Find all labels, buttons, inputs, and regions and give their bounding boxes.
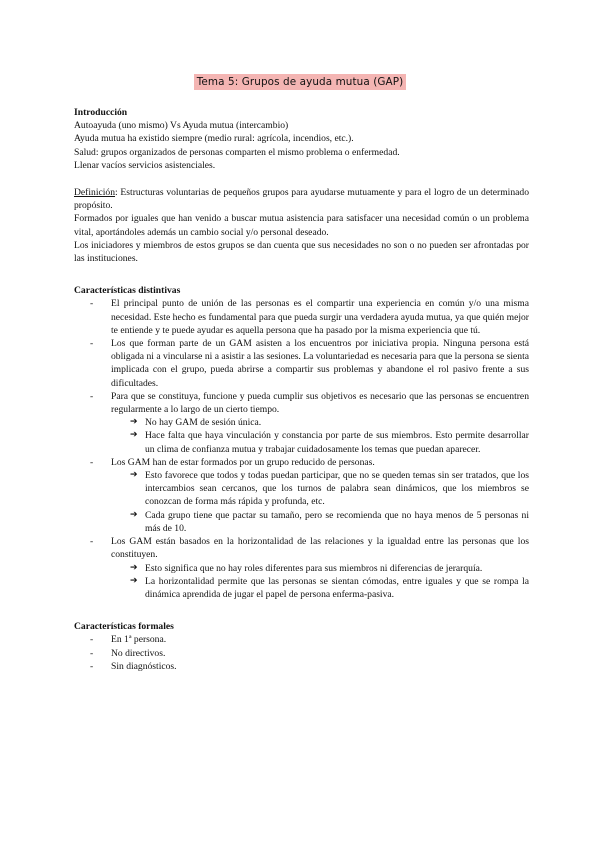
sub-list-item: ➔ Hace falta que haya vinculación y constancia por parte de sus miembros. Esto permite desarrollar un clima de confianza mutua y trabajar cuidadosamente los temas que puedan aparecer. (130, 430, 529, 455)
sub-list (111, 416, 529, 456)
definition-text: : Estructuras voluntarias de pequeños grupos para ayudarse mutuamente y para el logro de un determinado propósito. (74, 187, 529, 212)
section-heading-formales: Características formales (74, 621, 174, 633)
arrow-bullet-icon: ➔ (130, 575, 138, 586)
page-title: Tema 5: Grupos de ayuda mutua (GAP) (194, 74, 407, 90)
arrow-bullet-icon: ➔ (130, 430, 138, 441)
list-item: - No directivos. (90, 647, 166, 659)
list-item: - Los que forman parte de un GAM asisten a los encuentros por iniciativa propia. Ninguna persona está obligada ni a vincularse ni a asistir a las sesiones. La voluntariedad es necesaria para que la persona se sienta implicada con el grupo, pueda abrirse a compartir sus problemas y abandone el rol pasivo frente a sus dificultades. (90, 338, 529, 389)
list-item: - Los GAM están basados en la horizontalidad de las relaciones y la igualdad entre las personas que los constituyen. ➔ Esto significa que no hay roles diferentes para sus miembros ni diferencias de jerarquía. ➔ La horizontalidad permite que las personas se sientan cómodas, entre iguales y que se rompa la dinámica aprendida de jugar el papel de persona enferma-pasiva. (90, 536, 529, 600)
definition-label: Definición (74, 187, 116, 199)
intro-line: Autoayuda (uno mismo) Vs Ayuda mutua (intercambio) (74, 120, 289, 132)
arrow-bullet-icon: ➔ (130, 509, 138, 520)
dash-bullet: - (90, 634, 94, 646)
arrow-bullet-icon: ➔ (130, 417, 138, 428)
document-body (74, 106, 529, 673)
list-item: - Sin diagnósticos. (90, 660, 177, 672)
dash-bullet: - (90, 338, 94, 350)
intro-line: Llenar vacíos servicios asistenciales. (74, 159, 216, 171)
arrow-bullet-icon: ➔ (130, 470, 138, 481)
dash-bullet: - (90, 298, 94, 310)
sub-list-item: ➔ No hay GAM de sesión única. (130, 417, 262, 429)
sub-list (111, 562, 529, 602)
dash-bullet: - (90, 647, 94, 659)
arrow-bullet-icon: ➔ (130, 562, 138, 573)
sub-list-item: ➔ Esto significa que no hay roles diferentes para sus miembros ni diferencias de jerarquía. (130, 562, 483, 574)
dash-bullet: - (90, 390, 94, 402)
intro-paragraph: Formados por iguales que han venido a buscar mutua asistencia para satisfacer una necesidad común o un problema vital, aportándoles además un cambio social y/o personal deseado. (74, 213, 529, 238)
dash-bullet: - (90, 536, 94, 548)
sub-list (111, 469, 529, 535)
distintivas-list (74, 297, 529, 601)
section-heading-distintivas: Características distintivas (74, 285, 181, 297)
section-heading-introduccion: Introducción (74, 107, 128, 118)
sub-list-item: ➔ La horizontalidad permite que las personas se sientan cómodas, entre iguales y que se rompa la dinámica aprendida de jugar el papel de persona enferma-pasiva. (130, 575, 529, 600)
intro-paragraph: Los iniciadores y miembros de estos grupos se dan cuenta que sus necesidades no son o no pueden ser afrontadas por las instituciones. (74, 239, 529, 265)
intro-line: Ayuda mutua ha existido siempre (medio rural: agrícola, incendios, etc.). (74, 133, 354, 145)
list-item: - Los GAM han de estar formados por un grupo reducido de personas. ➔ Esto favorece que todos y todas puedan participar, que no se queden temas sin ser tratados, que los intercambios sean cercanos, que los turnos de palabra sean dinámicos, que los miembros se conozcan de forma más rápida y profunda, etc. ➔ Cada grupo tiene que pactar su tamaño, pero se recomienda que no haya menos de 5 personas ni más de 10. (90, 456, 529, 534)
dash-bullet: - (90, 456, 94, 468)
sub-list-item: ➔ Esto favorece que todos y todas puedan participar, que no se queden temas sin ser tratados, que los intercambios sean cercanos, que los turnos de palabra sean dinámicos, que los miembros se conozcan de forma más rápida y profunda, etc. (130, 470, 529, 508)
list-item: - En 1ª persona. (90, 634, 167, 646)
definition-paragraph (74, 186, 529, 212)
dash-bullet: - (90, 660, 94, 672)
list-item: - El principal punto de unión de las personas es el compartir una experiencia en común y/o una misma necesidad. Este hecho es fundamental para que pueda surgir una verdadera ayuda mutua, ya que quién mejor te entiende y te puede ayudar es aquella persona que ha pasado por la misma experiencia que tú. (90, 298, 529, 336)
intro-line: Salud: grupos organizados de personas comparten el mismo problema o enfermedad. (74, 146, 400, 158)
sub-list-item: ➔ Cada grupo tiene que pactar su tamaño, pero se recomienda que no haya menos de 5 personas ni más de 10. (130, 509, 529, 534)
list-item: - Para que se constituya, funcione y pueda cumplir sus objetivos es necesario que las personas se encuentren regularmente a lo largo de un cierto tiempo. ➔ No hay GAM de sesión única. ➔ Hace falta que haya vinculación y constancia por parte de sus miembros. Esto permite desarrollar un clima de confianza mutua y trabajar cuidadosamente los temas que puedan aparecer. (90, 390, 529, 455)
formales-list (74, 633, 529, 673)
